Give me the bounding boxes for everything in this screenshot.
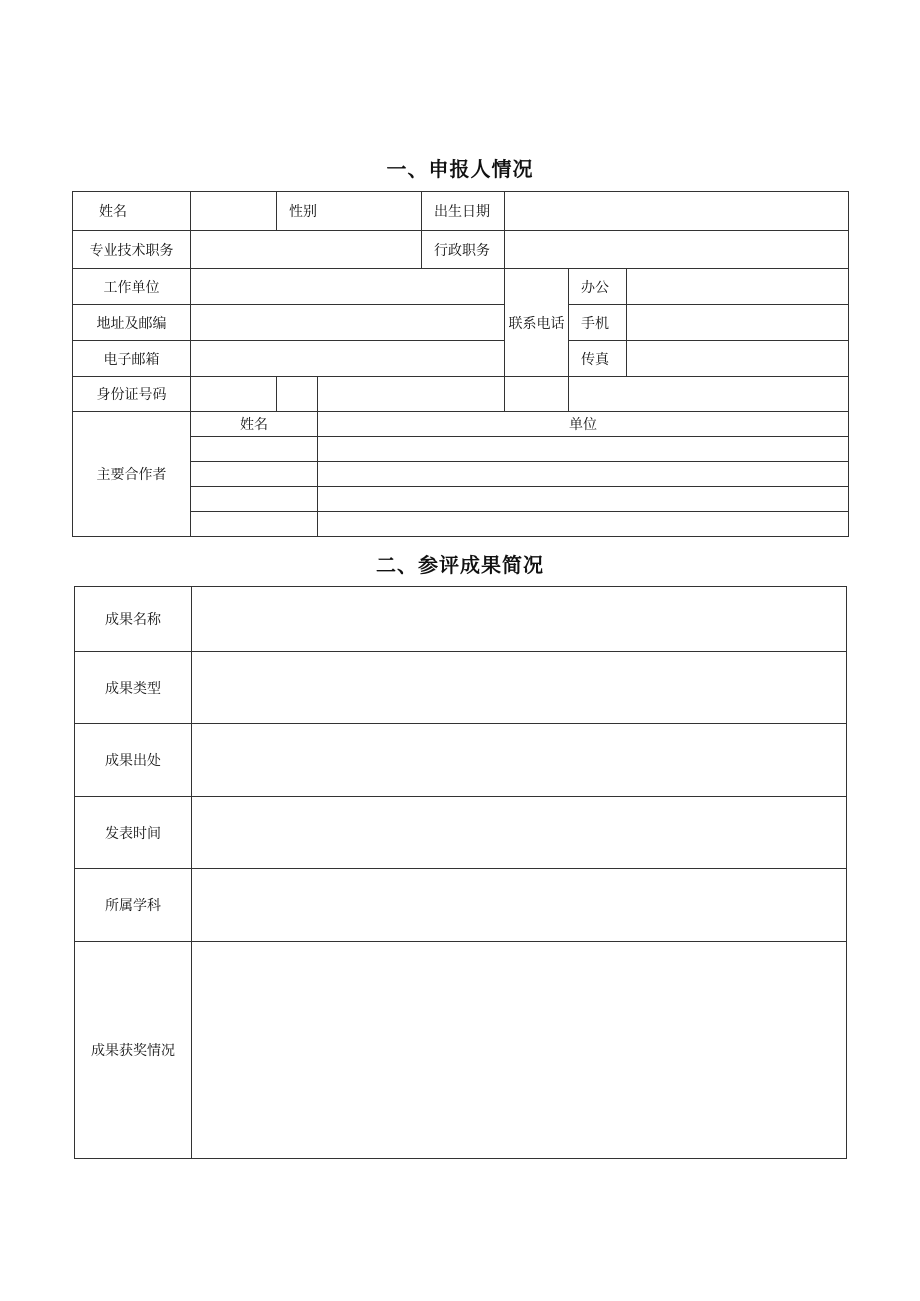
id-number-label: 身份证号码 (73, 377, 191, 412)
partner-unit-header: 单位 (318, 412, 849, 437)
work-unit-field[interactable] (191, 269, 505, 305)
birth-date-label: 出生日期 (422, 192, 505, 231)
partner-unit-field[interactable] (318, 487, 849, 512)
name-label: 姓名 (73, 192, 191, 231)
mobile-field[interactable] (627, 305, 849, 341)
achievement-source-field[interactable] (192, 724, 847, 797)
partner-unit-field[interactable] (318, 437, 849, 462)
partner-unit-field[interactable] (318, 512, 849, 537)
achievement-type-field[interactable] (192, 652, 847, 724)
admin-position-field[interactable] (505, 231, 849, 269)
professional-title-label: 专业技术职务 (73, 231, 191, 269)
section1-title: 一、申报人情况 (386, 157, 534, 181)
achievement-type-label: 成果类型 (75, 652, 192, 724)
id-field-2[interactable] (277, 377, 318, 412)
office-phone-field[interactable] (627, 269, 849, 305)
award-status-field[interactable] (192, 942, 847, 1159)
id-field-4[interactable] (505, 377, 569, 412)
address-field[interactable] (191, 305, 505, 341)
discipline-field[interactable] (192, 869, 847, 942)
partner-name-header: 姓名 (191, 412, 318, 437)
email-field[interactable] (191, 341, 505, 377)
applicant-info-table (72, 191, 849, 537)
fax-field[interactable] (627, 341, 849, 377)
partner-name-field[interactable] (191, 512, 318, 537)
achievement-source-label: 成果出处 (75, 724, 192, 797)
partner-name-field[interactable] (191, 487, 318, 512)
id-field-3[interactable] (318, 377, 505, 412)
fax-label: 传真 (569, 341, 627, 377)
gender-label: 性别 (277, 192, 422, 231)
id-field-1[interactable] (191, 377, 277, 412)
partner-unit-field[interactable] (318, 462, 849, 487)
address-label: 地址及邮编 (73, 305, 191, 341)
professional-title-field[interactable] (191, 231, 422, 269)
achievement-name-label: 成果名称 (75, 587, 192, 652)
id-field-5[interactable] (569, 377, 849, 412)
partner-name-field[interactable] (191, 437, 318, 462)
office-phone-label: 办公 (569, 269, 627, 305)
discipline-label: 所属学科 (75, 869, 192, 942)
admin-position-label: 行政职务 (422, 231, 505, 269)
partner-name-field[interactable] (191, 462, 318, 487)
section2-title: 二、参评成果简况 (376, 553, 544, 577)
publish-time-label: 发表时间 (75, 797, 192, 869)
email-label: 电子邮箱 (73, 341, 191, 377)
achievement-summary-table (74, 586, 847, 1159)
main-partners-label: 主要合作者 (73, 412, 191, 537)
mobile-label: 手机 (569, 305, 627, 341)
name-field[interactable] (191, 192, 277, 231)
birth-date-field[interactable] (505, 192, 849, 231)
work-unit-label: 工作单位 (73, 269, 191, 305)
achievement-name-field[interactable] (192, 587, 847, 652)
publish-time-field[interactable] (192, 797, 847, 869)
award-status-label: 成果获奖情况 (75, 942, 192, 1159)
contact-phone-label: 联系电话 (505, 269, 569, 377)
